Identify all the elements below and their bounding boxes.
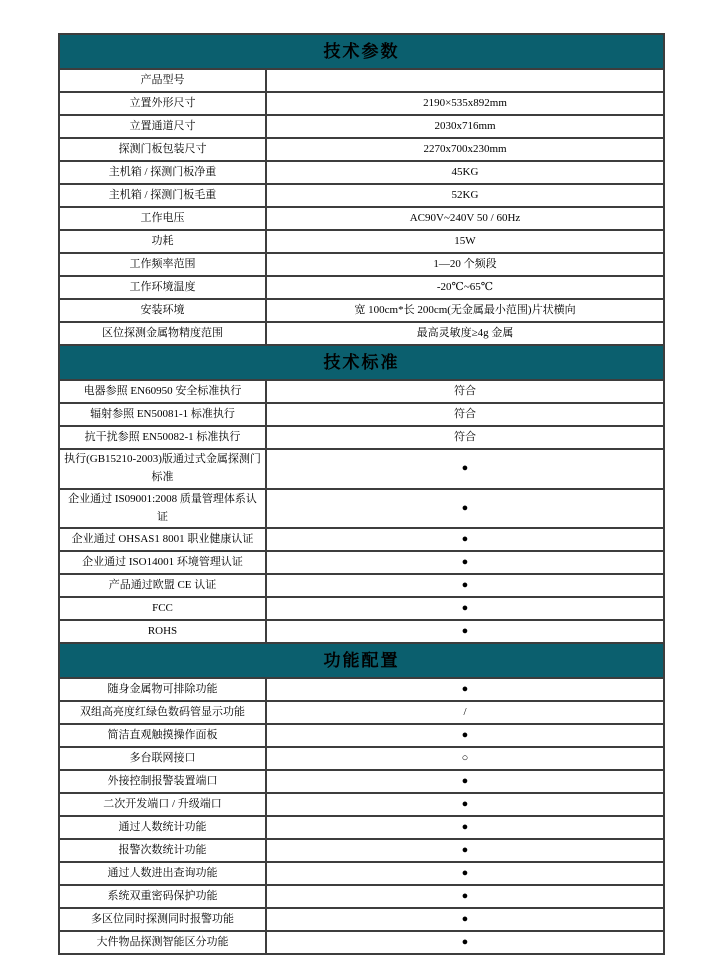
spec-value-cell: 符合 — [266, 426, 664, 449]
spec-value-cell: ● — [266, 931, 664, 954]
spec-label-cell: FCC — [59, 597, 266, 620]
spec-value-cell: ○ — [266, 747, 664, 770]
spec-value-cell: 宽 100cm*长 200cm(无金属最小范围)片状横向 — [266, 299, 664, 322]
spec-row — [59, 931, 664, 954]
spec-value-cell: ● — [266, 620, 664, 643]
spec-value-cell: / — [266, 701, 664, 724]
spec-label-cell: 通过人数统计功能 — [59, 816, 266, 839]
spec-label-cell: 工作频率范围 — [59, 253, 266, 276]
spec-value-cell: ● — [266, 551, 664, 574]
spec-row — [59, 862, 664, 885]
spec-row — [59, 839, 664, 862]
spec-label-cell: 多台联网接口 — [59, 747, 266, 770]
spec-row — [59, 253, 664, 276]
spec-value-cell: 52KG — [266, 184, 664, 207]
spec-value-cell: ● — [266, 793, 664, 816]
spec-label-cell: 立置通道尺寸 — [59, 115, 266, 138]
spec-value-cell: -20℃~65℃ — [266, 276, 664, 299]
section-title: 技术标准 — [59, 345, 664, 380]
spec-value-cell: 2270x700x230mm — [266, 138, 664, 161]
spec-label-cell: 电器参照 EN60950 安全标准执行 — [59, 380, 266, 403]
spec-row — [59, 138, 664, 161]
spec-row — [59, 678, 664, 701]
spec-row — [59, 161, 664, 184]
spec-value-cell: ● — [266, 449, 664, 489]
spec-value-cell: 2030x716mm — [266, 115, 664, 138]
spec-value-cell: ● — [266, 597, 664, 620]
spec-label-cell: 探测门板包装尺寸 — [59, 138, 266, 161]
spec-row — [59, 597, 664, 620]
spec-value-cell: ● — [266, 724, 664, 747]
spec-label-cell: 产品型号 — [59, 69, 266, 92]
spec-row — [59, 701, 664, 724]
section-title: 功能配置 — [59, 643, 664, 678]
spec-label-cell: 报警次数统计功能 — [59, 839, 266, 862]
section-header-row — [59, 345, 664, 380]
spec-label-cell: 功耗 — [59, 230, 266, 253]
spec-label-cell: 系统双重密码保护功能 — [59, 885, 266, 908]
spec-row — [59, 770, 664, 793]
spec-label-cell: 随身金属物可排除功能 — [59, 678, 266, 701]
spec-row — [59, 908, 664, 931]
spec-value-cell: 符合 — [266, 380, 664, 403]
spec-value-cell: ● — [266, 489, 664, 528]
spec-label-cell: 通过人数进出查询功能 — [59, 862, 266, 885]
spec-value-cell: ● — [266, 885, 664, 908]
spec-value-cell: 15W — [266, 230, 664, 253]
spec-row — [59, 299, 664, 322]
spec-row — [59, 449, 664, 489]
spec-row — [59, 747, 664, 770]
spec-row — [59, 724, 664, 747]
spec-row — [59, 115, 664, 138]
spec-label-cell: 外接控制报警装置端口 — [59, 770, 266, 793]
spec-row — [59, 92, 664, 115]
spec-label-cell: 主机箱 / 探测门板毛重 — [59, 184, 266, 207]
spec-label-cell: 主机箱 / 探测门板净重 — [59, 161, 266, 184]
spec-label-cell: 企业通过 IS09001:2008 质量管理体系认证 — [59, 489, 266, 528]
spec-label-cell: 企业通过 OHSAS1 8001 职业健康认证 — [59, 528, 266, 551]
spec-row — [59, 426, 664, 449]
spec-label-cell: 安装环境 — [59, 299, 266, 322]
spec-value-cell: ● — [266, 908, 664, 931]
spec-row — [59, 551, 664, 574]
spec-table-body — [59, 34, 664, 954]
spec-value-cell: ● — [266, 574, 664, 597]
spec-value-cell: ● — [266, 770, 664, 793]
spec-label-cell: 区位探测金属物精度范围 — [59, 322, 266, 345]
spec-value-cell — [266, 69, 664, 92]
spec-label-cell: 二次开发端口 / 升级端口 — [59, 793, 266, 816]
spec-label-cell: 抗干扰参照 EN50082-1 标准执行 — [59, 426, 266, 449]
spec-row — [59, 230, 664, 253]
spec-label-cell: 产品通过欧盟 CE 认证 — [59, 574, 266, 597]
spec-value-cell: ● — [266, 816, 664, 839]
spec-value-cell: ● — [266, 862, 664, 885]
spec-value-cell: ● — [266, 528, 664, 551]
spec-value-cell: AC90V~240V 50 / 60Hz — [266, 207, 664, 230]
spec-row — [59, 403, 664, 426]
spec-value-cell: 符合 — [266, 403, 664, 426]
spec-label-cell: 简洁直观触摸操作面板 — [59, 724, 266, 747]
spec-value-cell: ● — [266, 678, 664, 701]
spec-row — [59, 885, 664, 908]
spec-row — [59, 207, 664, 230]
section-header-row — [59, 34, 664, 69]
section-header-row — [59, 643, 664, 678]
spec-label-cell: 辐射参照 EN50081-1 标准执行 — [59, 403, 266, 426]
spec-row — [59, 793, 664, 816]
spec-label-cell: 工作环境温度 — [59, 276, 266, 299]
spec-label-cell: 多区位同时探测同时报警功能 — [59, 908, 266, 931]
spec-row — [59, 184, 664, 207]
spec-row — [59, 380, 664, 403]
spec-label-cell: 执行(GB15210-2003)版通过式金属探测门标准 — [59, 449, 266, 489]
spec-label-cell: 立置外形尺寸 — [59, 92, 266, 115]
spec-row — [59, 489, 664, 528]
spec-row — [59, 574, 664, 597]
spec-label-cell: 双组高亮度红绿色数码管显示功能 — [59, 701, 266, 724]
spec-label-cell: ROHS — [59, 620, 266, 643]
spec-table — [58, 33, 665, 955]
spec-value-cell: 45KG — [266, 161, 664, 184]
spec-value-cell: 2190×535x892mm — [266, 92, 664, 115]
spec-value-cell: ● — [266, 839, 664, 862]
spec-row — [59, 620, 664, 643]
spec-row — [59, 276, 664, 299]
spec-label-cell: 企业通过 ISO14001 环境管理认证 — [59, 551, 266, 574]
spec-row — [59, 528, 664, 551]
spec-row — [59, 322, 664, 345]
spec-label-cell: 工作电压 — [59, 207, 266, 230]
section-title: 技术参数 — [59, 34, 664, 69]
spec-value-cell: 最高灵敏度≥4g 金属 — [266, 322, 664, 345]
spec-row — [59, 69, 664, 92]
spec-row — [59, 816, 664, 839]
spec-value-cell: 1—20 个频段 — [266, 253, 664, 276]
spec-label-cell: 大件物品探测智能区分功能 — [59, 931, 266, 954]
